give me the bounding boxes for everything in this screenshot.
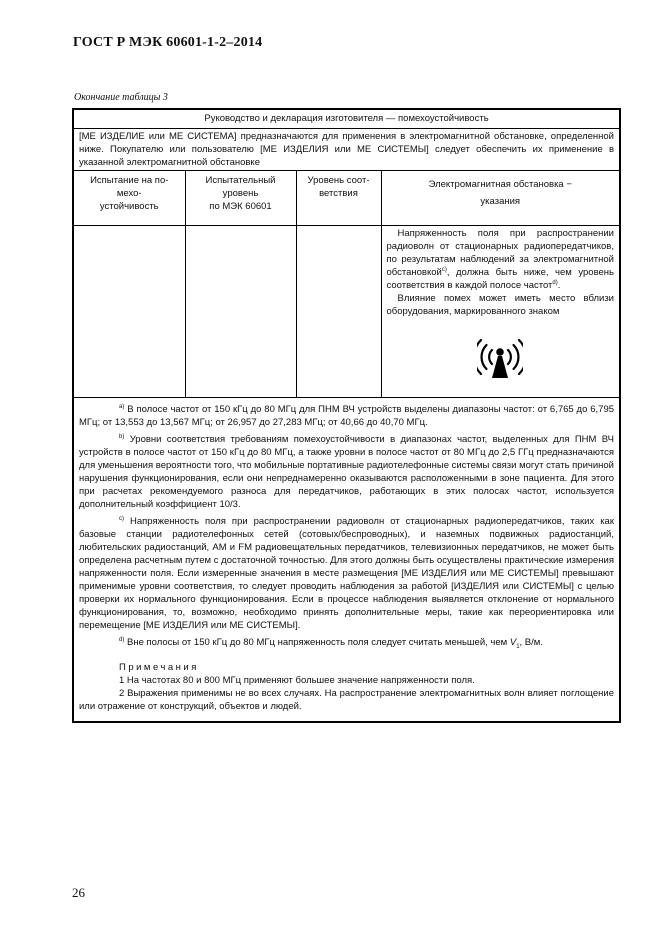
col-header-compliance: Уровень соот- ветствия bbox=[296, 171, 381, 226]
table-caption: Окончание таблицы 3 bbox=[74, 92, 168, 103]
table-title: Руководство и декларация изготовителя — помехоустойчивость bbox=[73, 109, 620, 129]
cell-compliance bbox=[296, 226, 381, 398]
guidance-paragraph-1: Напряженность поля при распространении радиоволн от стационарных радиопередатчиков, по результатам наблюдений за электромагнитной обстановкой$^{c)}$, должна быть ниже, чем уровень соответствия в каждой полосе частот$^{d)}$. bbox=[386, 228, 614, 291]
non-ionizing-radiation-icon bbox=[477, 338, 523, 380]
col-header-environment: Электромагнитная обстановка − указания bbox=[381, 171, 620, 226]
footnote-a: $^{a)}$ В полосе частот от 150 кГц до 80 МГц для ПНМ ВЧ устройств выделены диапазоны частот: от 6,765 до 6,795 МГц; от 13,553 до 13,567 МГц; от 26,957 до 27,283 МГц; от 40,66 до 40,70 МГц. bbox=[79, 404, 615, 428]
cell-level bbox=[185, 226, 296, 398]
note-2: 2 Выражения применимы не во всех случаях. На распространение электромагнитных волн влияет поглощение или отражение от конструкций, объектов и людей. bbox=[79, 687, 614, 712]
note-1: 1 На частотах 80 и 800 МГц применяют большее значение напряженности поля. bbox=[119, 674, 475, 686]
footnote-b: $^{b)}$ Уровни соответствия требованиям помехоустойчивости в диапазонах частот, выделенных для ПНМ ВЧ устройств в полосе частот от 150 кГц до 80 МГц, а также уровни в полосе частот от 80 МГц до 2,5 ГГц предназначаются для уменьшения вероятности того, что мобильные портативные радиотелефонные системы связи могут стать причиной нарушения функционирования, если они непреднамеренно оказываются расположенными в зоне пациента. Для этого при расчетах рекомендуемого разноса для передатчиков, работающих в этих полосах частот, используется дополнительный коэффициент 10/3. bbox=[79, 434, 615, 510]
footnote-c: $^{c)}$ Напряженность поля при распространении радиоволн от стационарных радиопередатчиков, таких как базовые станции радиотелефонных сетей (сотовых/беспроводных), и наземных подвижных радиостанций, любительских радиостанций, AM и FM радиовещательных передатчиков, телевизионных передатчиков, не может быть определена расчетным путем с достаточной точностью. Для этого должны быть осуществлены практические измерения напряженности поля. Если измеренные значения в месте размещения [МЕ ИЗДЕЛИЯ или МЕ СИСТЕМЫ] превышают применимые уровни соответствия, то следует проводить наблюдения за работой [ИЗДЕЛИЯ или СИСТЕМЫ] с целью проверки их нормального функционирования. Если в процессе наблюдения выявляется отклонение от нормального функционирования, то, возможно, необходимо принять дополнительные меры, такие как переориентировка или перемещение [МЕ ИЗДЕЛИЯ или МЕ СИСТЕМЫ]. bbox=[79, 516, 614, 631]
notes-heading: Примечания bbox=[119, 661, 199, 673]
guidance-paragraph-2: Влияние помех может иметь место вблизи оборудования, маркированного знаком bbox=[386, 293, 614, 317]
table-footnotes bbox=[73, 398, 620, 722]
cell-guidance bbox=[381, 226, 620, 398]
immunity-table bbox=[72, 108, 621, 723]
page-number: 26 bbox=[72, 885, 85, 900]
col-header-level: Испытательный уровень по МЭК 60601 bbox=[185, 171, 296, 226]
cell-test bbox=[73, 226, 185, 398]
document-header: ГОСТ Р МЭК 60601-1-2–2014 bbox=[73, 35, 263, 50]
col-header-test: Испытание на по- мехо- устойчивость bbox=[73, 171, 185, 226]
footnote-d: $^{d)}$ Вне полосы от 150 кГц до 80 МГц напряженность поля следует считать меньшей, чем $V_1$, В/м. bbox=[119, 637, 543, 650]
table-intro: [МЕ ИЗДЕЛИЕ или МЕ СИСТЕМА] предназначаются для применения в электромагнитной обстановке, определенной ниже. Покупателю или пользователю [МЕ ИЗДЕЛИЯ или МЕ СИСТЕМЫ] следует обеспечить их применение в указанной электромагнитной обстановке bbox=[73, 129, 620, 171]
